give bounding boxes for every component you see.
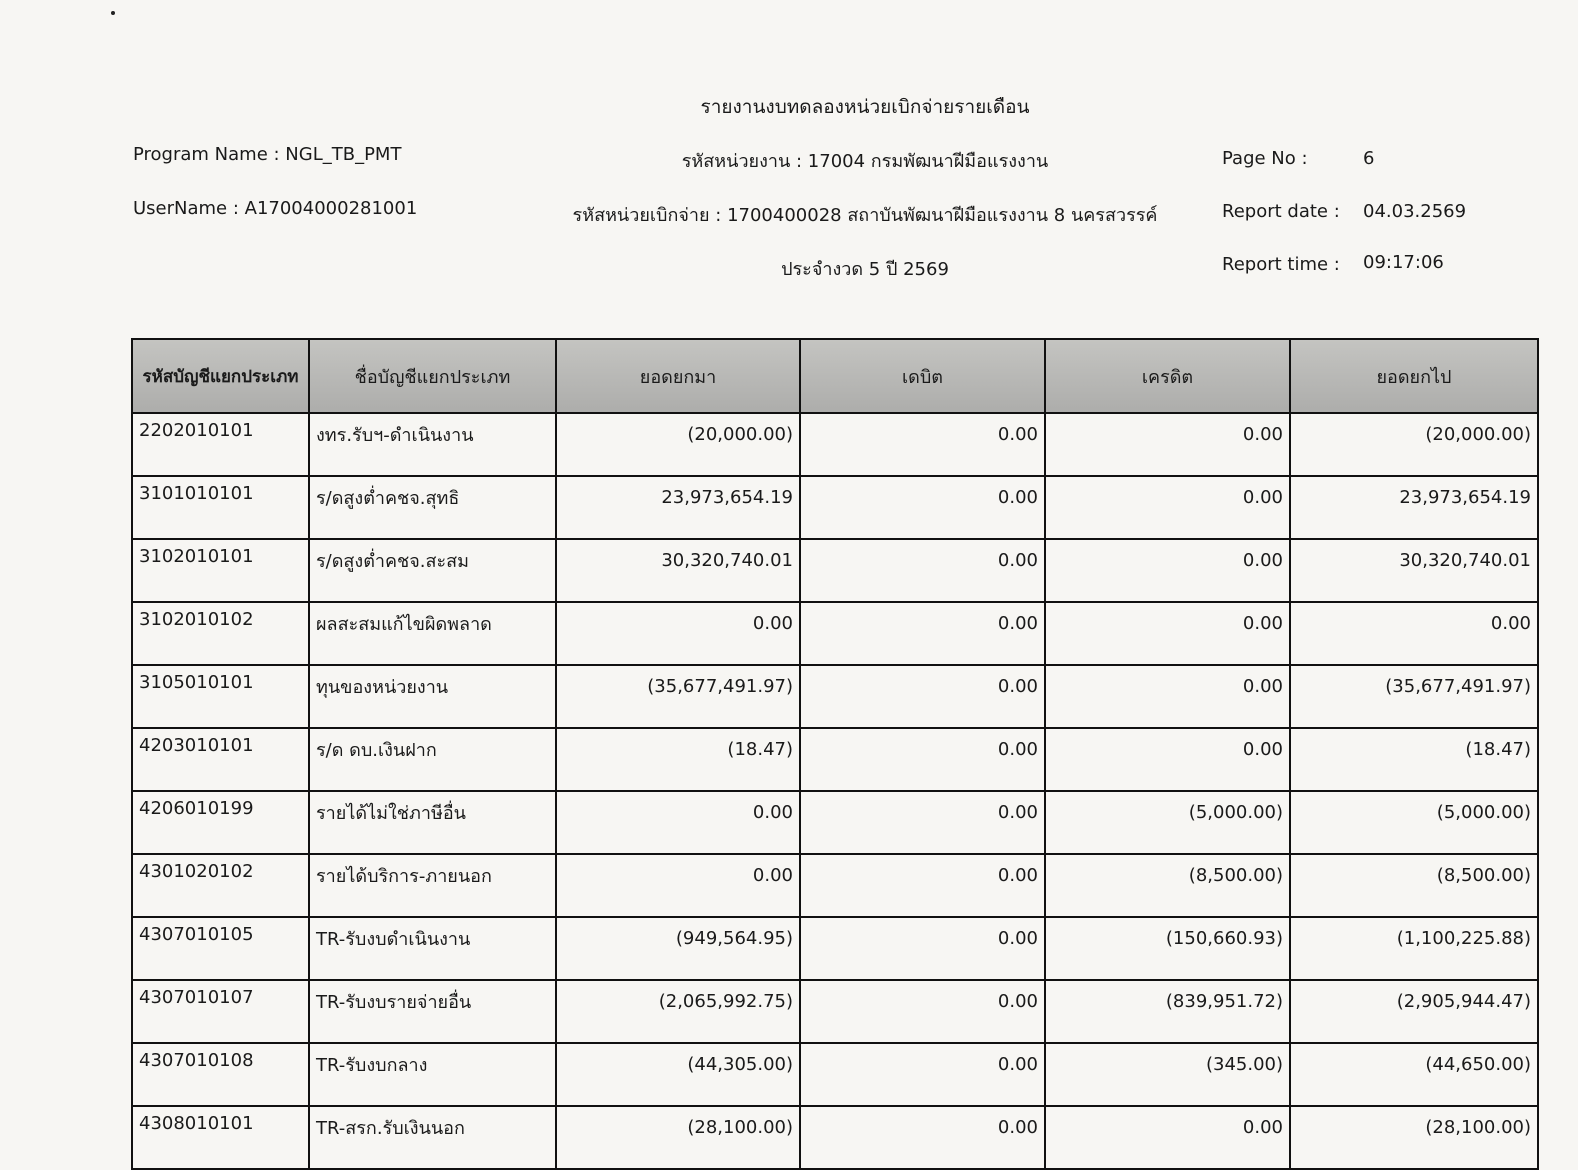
report-time-label: Report time : (1222, 254, 1340, 275)
cell-closing-balance: 30,320,740.01 (1290, 539, 1538, 602)
header-credit: เครดิต (1045, 339, 1290, 413)
cell-account-code: 4308010101 (132, 1106, 309, 1169)
cell-debit: 0.00 (800, 665, 1045, 728)
report-date-label: Report date : (1222, 201, 1340, 222)
cell-account-code: 4307010105 (132, 917, 309, 980)
cell-credit: (150,660.93) (1045, 917, 1290, 980)
scan-mark (111, 11, 115, 15)
cell-opening-balance: (18.47) (556, 728, 800, 791)
cell-account-name: ร/ดสูงต่ำคชจ.สะสม (309, 539, 556, 602)
cell-closing-balance: (44,650.00) (1290, 1043, 1538, 1106)
page-no-label: Page No : (1222, 148, 1308, 169)
cell-opening-balance: (949,564.95) (556, 917, 800, 980)
cell-account-code: 3101010101 (132, 476, 309, 539)
cell-opening-balance: (44,305.00) (556, 1043, 800, 1106)
cell-account-name: TR-รับงบดำเนินงาน (309, 917, 556, 980)
table-row (132, 539, 1538, 602)
cell-account-code: 4301020102 (132, 854, 309, 917)
cell-closing-balance: (1,100,225.88) (1290, 917, 1538, 980)
cell-account-code: 3102010102 (132, 602, 309, 665)
table-row (132, 791, 1538, 854)
cell-account-code: 4307010107 (132, 980, 309, 1043)
cell-credit: 0.00 (1045, 665, 1290, 728)
cell-credit: (8,500.00) (1045, 854, 1290, 917)
cell-debit: 0.00 (800, 602, 1045, 665)
program-name: Program Name : NGL_TB_PMT (133, 144, 402, 165)
cell-closing-balance: (2,905,944.47) (1290, 980, 1538, 1043)
cell-credit: (839,951.72) (1045, 980, 1290, 1043)
cell-closing-balance: (20,000.00) (1290, 413, 1538, 476)
cell-account-code: 4206010199 (132, 791, 309, 854)
disbursement-unit-line: รหัสหน่วยเบิกจ่าย : 1700400028 สถาบันพัฒนาฝีมือแรงงาน 8 นครสวรรค์ (572, 205, 1158, 226)
cell-debit: 0.00 (800, 980, 1045, 1043)
header-account-name: ชื่อบัญชีแยกประเภท (309, 339, 556, 413)
table-row (132, 665, 1538, 728)
table-row (132, 413, 1538, 476)
cell-opening-balance: (20,000.00) (556, 413, 800, 476)
cell-credit: 0.00 (1045, 728, 1290, 791)
cell-debit: 0.00 (800, 854, 1045, 917)
table-row (132, 476, 1538, 539)
cell-account-code: 4307010108 (132, 1043, 309, 1106)
cell-account-code: 3105010101 (132, 665, 309, 728)
cell-debit: 0.00 (800, 917, 1045, 980)
header-closing-balance: ยอดยกไป (1290, 339, 1538, 413)
cell-opening-balance: 30,320,740.01 (556, 539, 800, 602)
cell-account-name: ร/ด ดบ.เงินฝาก (309, 728, 556, 791)
report-date-value: 04.03.2569 (1363, 201, 1467, 222)
user-name: UserName : A17004000281001 (133, 198, 418, 219)
cell-credit: 0.00 (1045, 602, 1290, 665)
cell-closing-balance: (5,000.00) (1290, 791, 1538, 854)
cell-account-name: ทุนของหน่วยงาน (309, 665, 556, 728)
cell-debit: 0.00 (800, 791, 1045, 854)
cell-opening-balance: (2,065,992.75) (556, 980, 800, 1043)
cell-opening-balance: 0.00 (556, 791, 800, 854)
cell-credit: 0.00 (1045, 413, 1290, 476)
cell-closing-balance: (35,677,491.97) (1290, 665, 1538, 728)
page-no-value: 6 (1363, 148, 1375, 169)
cell-credit: (5,000.00) (1045, 791, 1290, 854)
cell-closing-balance: (8,500.00) (1290, 854, 1538, 917)
cell-account-name: งทร.รับฯ-ดำเนินงาน (309, 413, 556, 476)
trial-balance-table (131, 338, 1539, 1170)
cell-debit: 0.00 (800, 476, 1045, 539)
cell-opening-balance: (28,100.00) (556, 1106, 800, 1169)
report-title: รายงานงบทดลองหน่วยเบิกจ่ายรายเดือน (700, 96, 1030, 118)
period-line: ประจำงวด 5 ปี 2569 (781, 259, 949, 280)
cell-opening-balance: (35,677,491.97) (556, 665, 800, 728)
agency-line: รหัสหน่วยงาน : 17004 กรมพัฒนาฝีมือแรงงาน (681, 151, 1049, 172)
cell-account-name: TR-สรก.รับเงินนอก (309, 1106, 556, 1169)
cell-account-code: 2202010101 (132, 413, 309, 476)
cell-closing-balance: (18.47) (1290, 728, 1538, 791)
cell-account-code: 3102010101 (132, 539, 309, 602)
cell-opening-balance: 23,973,654.19 (556, 476, 800, 539)
table-row (132, 917, 1538, 980)
cell-account-name: TR-รับงบรายจ่ายอื่น (309, 980, 556, 1043)
cell-account-name: รายได้บริการ-ภายนอก (309, 854, 556, 917)
cell-closing-balance: 23,973,654.19 (1290, 476, 1538, 539)
cell-closing-balance: (28,100.00) (1290, 1106, 1538, 1169)
cell-account-name: รายได้ไม่ใช่ภาษีอื่น (309, 791, 556, 854)
header-account-code: รหัสบัญชีแยกประเภท (132, 339, 309, 413)
cell-credit: 0.00 (1045, 476, 1290, 539)
cell-debit: 0.00 (800, 1043, 1045, 1106)
cell-account-code: 4203010101 (132, 728, 309, 791)
table-row (132, 1106, 1538, 1169)
table-row (132, 728, 1538, 791)
table-row (132, 854, 1538, 917)
cell-debit: 0.00 (800, 539, 1045, 602)
table-row (132, 1043, 1538, 1106)
cell-credit: 0.00 (1045, 1106, 1290, 1169)
cell-closing-balance: 0.00 (1290, 602, 1538, 665)
cell-opening-balance: 0.00 (556, 602, 800, 665)
cell-opening-balance: 0.00 (556, 854, 800, 917)
report-time-value: 09:17:06 (1363, 252, 1444, 273)
table-row (132, 602, 1538, 665)
cell-debit: 0.00 (800, 728, 1045, 791)
cell-debit: 0.00 (800, 1106, 1045, 1169)
header-debit: เดบิต (800, 339, 1045, 413)
cell-debit: 0.00 (800, 413, 1045, 476)
cell-credit: (345.00) (1045, 1043, 1290, 1106)
cell-account-name: ร/ดสูงต่ำคชจ.สุทธิ (309, 476, 556, 539)
table-header-row (132, 339, 1538, 413)
cell-account-name: ผลสะสมแก้ไขผิดพลาด (309, 602, 556, 665)
header-opening-balance: ยอดยกมา (556, 339, 800, 413)
table-row (132, 980, 1538, 1043)
cell-account-name: TR-รับงบกลาง (309, 1043, 556, 1106)
cell-credit: 0.00 (1045, 539, 1290, 602)
